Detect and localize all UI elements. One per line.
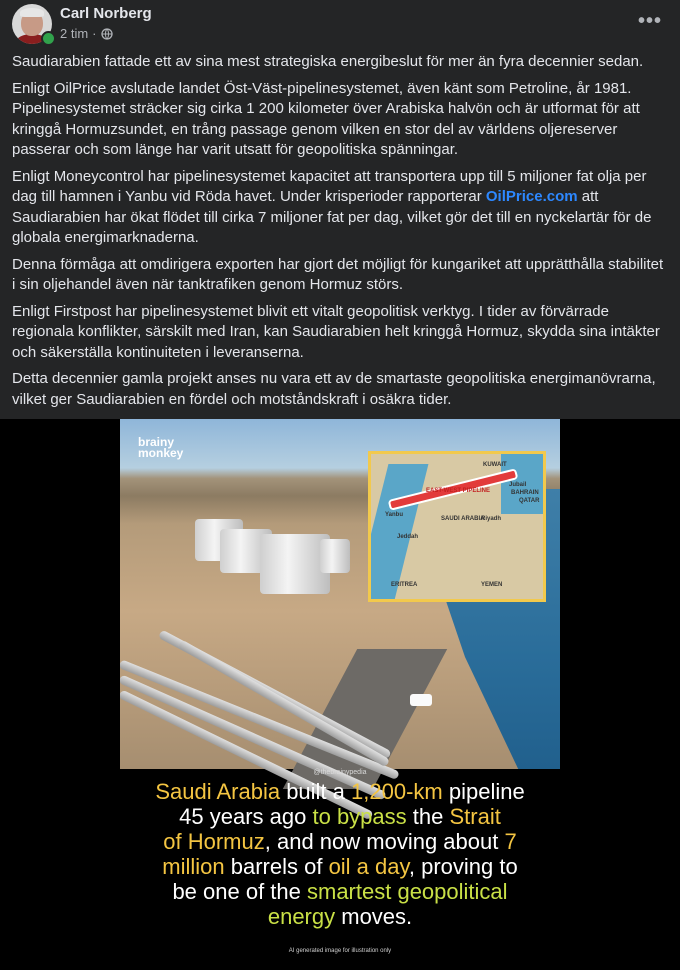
caption-highlight: oil a day <box>328 854 409 879</box>
map-label: Yanbu <box>385 512 404 518</box>
paragraph-1: Saudiarabien fattade ett av sina mest strategiska energibeslut för mer än fyra decennier sedan. <box>12 53 644 70</box>
logo-line-2: monkey <box>138 446 184 460</box>
avatar-hair <box>20 8 44 17</box>
pipeline-map <box>368 451 546 602</box>
post-header <box>0 0 680 50</box>
caption-line-3 <box>130 829 550 854</box>
caption-highlight: Strait <box>449 804 501 829</box>
map-label: QATAR <box>519 498 540 504</box>
paragraph-5: Enligt Firstpost har pipelinesystemet blivit ett vitalt geopolitisk verktyg. I tider av förvärrade regionala konflikter, särskilt med Iran, kan Saudiarabien helt kringgå Hormuz, skydda sina intäkter och säkerställa kontinuiteten i leveranserna. <box>12 302 660 361</box>
caption-line-4 <box>130 854 550 879</box>
caption-text: , proving to <box>408 854 518 879</box>
oilprice-link[interactable]: OilPrice.com <box>485 188 578 205</box>
paragraph-4: Denna förmåga att omdirigera exporten har gjort det möjligt för kungariket att upprätthålla stabilitet i sin oljehandel även när tanktrafiken genom Hormuz störs. <box>12 255 664 293</box>
caption-line-6 <box>130 904 550 929</box>
post-text <box>12 52 664 416</box>
post-media[interactable] <box>0 419 680 970</box>
more-options-icon[interactable]: ••• <box>637 10 662 32</box>
caption-text: , and now moving about <box>264 829 505 854</box>
caption-highlight: Saudi Arabia <box>155 779 281 804</box>
map-label: Riyadh <box>481 516 502 522</box>
author-name[interactable]: Carl Norberg <box>60 5 152 22</box>
ai-disclaimer: AI generated image for illustration only <box>288 948 392 954</box>
map-label: KUWAIT <box>483 462 507 468</box>
storage-tank <box>320 539 350 573</box>
caption-highlight: to bypass <box>312 804 407 829</box>
map-label: Jeddah <box>397 534 419 540</box>
caption-text: the <box>406 804 450 829</box>
online-status-dot <box>41 31 56 46</box>
caption-highlight: 1,200-km <box>351 779 443 804</box>
image-handle: @thebrainypedia <box>313 769 367 776</box>
brainy-monkey-logo <box>138 437 183 459</box>
paragraph-3 <box>12 167 664 249</box>
caption-text: pipeline <box>442 779 525 804</box>
caption-line-2 <box>130 804 550 829</box>
caption-text: moves. <box>335 904 413 929</box>
caption-highlight: million <box>162 854 225 879</box>
paragraph-3-text-b: att Saudiarabien har ökat flödet till cirka 7 miljoner fat per dag, vilket gör det till en nyckelartär för de globala energimarknaderna. <box>12 188 652 246</box>
caption-highlight: of Hormuz <box>163 829 265 854</box>
photo-background <box>120 419 560 769</box>
map-label: Jubail <box>509 482 527 488</box>
map-label: ERITREA <box>391 582 418 588</box>
caption-text: 45 years ago <box>179 804 313 829</box>
globe-icon <box>101 28 113 40</box>
pipeline-bundle <box>120 629 560 769</box>
caption-highlight: smartest geopolitical <box>307 879 508 904</box>
caption-line-1 <box>130 779 550 804</box>
map-label: BAHRAIN <box>511 490 539 496</box>
image-caption <box>130 779 550 929</box>
paragraph-6: Detta decennier gamla projekt anses nu vara ett av de smartaste geopolitiska energimanövrarna, vilket ger Saudiarabien en fördel och motståndskraft i osäkra tider. <box>12 370 656 408</box>
meta-separator: · <box>92 26 97 41</box>
caption-highlight: 7 <box>504 829 517 854</box>
caption-text: built a <box>280 779 352 804</box>
caption-line-5 <box>130 879 550 904</box>
paragraph-3-text-a: Enligt Moneycontrol har pipelinesystemet kapacitet att transportera upp till 5 miljoner fat olja per dag till hamnen i Yanbu vid Röda havet. Under krisperioder rapporterar <box>12 167 647 205</box>
logo-line-1: brainy <box>138 435 175 449</box>
caption-text: barrels of <box>224 854 329 879</box>
map-label: EAST-WEST PIPELINE <box>426 488 491 494</box>
map-label: YEMEN <box>481 582 503 588</box>
paragraph-2: Enligt OilPrice avslutade landet Öst-Väst-pipelinesystemet, även känt som Petroline, år 1981. Pipelinesystemet sträcker sig cirka 1 200 kilometer över Arabiska halvön och är utformat för att kringgå Hormuzsundet, en trång passage genom vilken en stor del av världens oljereserver passerar och som länge har varit utsatt för geopolitiska spänningar. <box>12 79 640 158</box>
post-meta <box>60 26 113 41</box>
caption-text: be one of the <box>172 879 307 904</box>
post-time[interactable]: 2 tim <box>60 26 89 41</box>
map-label: SAUDI ARABIA <box>441 516 485 522</box>
caption-highlight: energy <box>267 904 336 929</box>
post-image[interactable] <box>120 419 560 970</box>
